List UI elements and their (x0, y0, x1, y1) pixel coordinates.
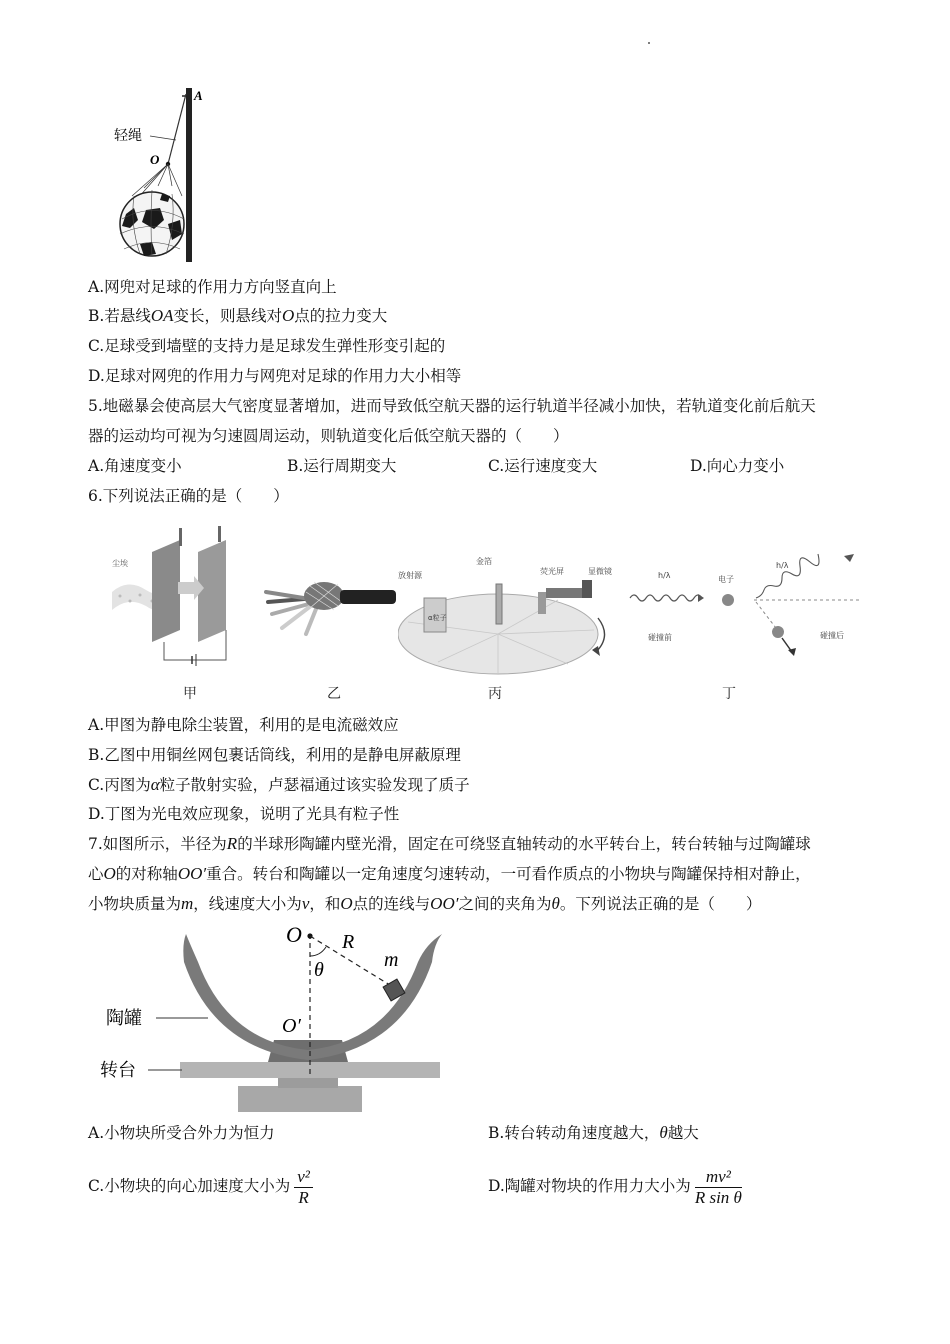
recoil-path (756, 602, 776, 628)
q5-option-d: D.向心力变小 (690, 457, 785, 475)
wire-post-left (179, 528, 182, 546)
fraction-v2-over-R: $\frac{\text{v²}}{R}$ (294, 1167, 313, 1208)
jar-turntable-figure (98, 922, 448, 1114)
base-bottom (238, 1086, 362, 1112)
figure-jia-precipitator (108, 522, 258, 672)
caption-yi: 乙 (327, 686, 341, 702)
fig-label-O: O (286, 922, 302, 947)
q7-option-d: D.陶罐对物块的作用力大小为 $\frac{\text{mv²}}{\text{R sin θ}}$ (488, 1166, 742, 1207)
figure-bing-alpha-scattering (398, 552, 628, 682)
label-microscope: 显微镜 (588, 567, 612, 576)
q4-option-a: A.网兜对足球的作用力方向竖直向上 (88, 278, 337, 296)
label-gold: 金箔 (476, 557, 492, 566)
label-h-over-lambda-2: h/λ (776, 561, 789, 570)
q7-stem-line2: 心O的对称轴OO′重合。转台和陶罐以一定角速度匀速转动，一可看作质点的小物块与陶罐保持相对静止， (88, 864, 811, 883)
q7-option-c: C.小物块的向心加速度大小为 $\frac{\text{v²}}{R}$ (88, 1164, 313, 1208)
caption-bing: 丙 (488, 686, 502, 702)
plate-left (152, 540, 180, 642)
fig-label-m: m (384, 949, 399, 971)
electron-after (772, 626, 784, 638)
q4-option-c: C.足球受到墙壁的支持力是足球发生弹性形变引起的 (88, 337, 446, 355)
q7-stem-line1: 7.如图所示，半径为R的半球形陶罐内壁光滑，固定在可绕竖直轴转动的水平转台上，转台转轴与过陶罐球 (88, 834, 811, 853)
page-mark (648, 42, 650, 44)
q6-stem: 6.下列说法正确的是（ ） (88, 487, 289, 505)
label-after: 碰撞后 (820, 631, 844, 640)
fig-label-O-prime: O′ (282, 1015, 301, 1037)
football-net-figure (110, 84, 220, 264)
q5-option-a: A.角速度变小 (88, 457, 182, 475)
q6-option-b: B.乙图中用铜丝网包裹话筒线，利用的是静电屏蔽原理 (88, 746, 461, 764)
fraction-mv2-over-Rsin: $\frac{\text{mv²}}{\text{R sin θ}}$ (694, 1166, 742, 1207)
q5-option-c: C.运行速度变大 (488, 457, 598, 475)
q5-stem-line2: 器的运动均可视为匀速圆周运动，则轨道变化后低空航天器的（ ） (88, 427, 569, 445)
incident-photon (630, 595, 702, 601)
microscope (546, 588, 586, 598)
circuit (164, 630, 226, 660)
figure-ding-compton (628, 548, 868, 678)
label-alpha: α粒子 (428, 614, 447, 622)
q5-option-b: B.运行周期变大 (287, 457, 397, 475)
q6-option-d: D.丁图为光电效应现象，说明了光具有粒子性 (88, 805, 400, 823)
q4-option-b: B.若悬线OA变长，则悬线对O点的拉力变大 (88, 306, 388, 325)
label-before: 碰撞前 (648, 633, 672, 642)
q7-option-b: B.转台转动角速度越大，θ越大 (488, 1123, 699, 1142)
caption-ding: 丁 (722, 686, 736, 702)
label-electron: 电子 (718, 575, 734, 584)
label-rope: 轻绳 (114, 128, 142, 144)
q7-stem-line3: 小物块质量为m，线速度大小为v，和O点的连线与OO′之间的夹角为θ。下列说法正确的是（ ） (88, 894, 762, 913)
angle-arc (310, 947, 326, 956)
q6-option-a: A.甲图为静电除尘装置，利用的是电流磁效应 (88, 716, 399, 734)
gold-foil (496, 584, 502, 624)
q5-stem-line1: 5.地磁暴会使高层大气密度显著增加，进而导致低空航天器的运行轨道半径减小加快，若轨道变化前后航天 (88, 397, 816, 415)
label-source: 放射源 (398, 571, 422, 580)
label-dust: 尘埃 (112, 559, 128, 568)
cable-jacket (340, 590, 396, 604)
label-h-over-lambda-1: h/λ (658, 571, 671, 580)
label-O: O (150, 152, 160, 167)
light-rope (168, 94, 186, 164)
rope-pointer (150, 136, 176, 140)
fig-label-theta: θ (314, 959, 324, 981)
q6-option-c: C.丙图为α粒子散射实验，卢瑟福通过该实验发现了质子 (88, 775, 470, 794)
fig-label-R: R (342, 931, 355, 953)
q4-option-d: D.足球对网兜的作用力与网兜对足球的作用力大小相等 (88, 367, 462, 385)
fluorescent-screen (538, 592, 546, 614)
q7-option-a: A.小物块所受合外力为恒力 (88, 1124, 275, 1142)
figure-yi-shielded-cable (258, 562, 398, 642)
fig-label-jar: 陶罐 (106, 1008, 142, 1029)
electron-before (722, 594, 734, 606)
label-A: A (194, 88, 203, 103)
caption-jia: 甲 (183, 686, 197, 702)
fig-label-table: 转台 (100, 1060, 136, 1081)
label-screen: 荧光屏 (540, 567, 564, 576)
wall (186, 88, 192, 262)
wire-post-right (218, 526, 221, 542)
plate-right (198, 540, 226, 642)
